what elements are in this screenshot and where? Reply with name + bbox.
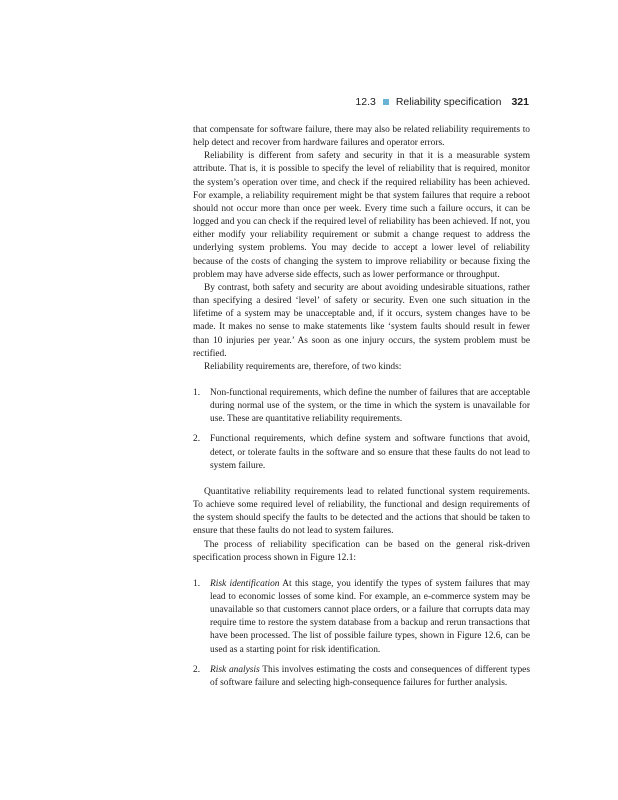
list-number: 2. (193, 434, 201, 445)
section-square-icon (383, 99, 389, 105)
requirement-kinds-list (193, 387, 530, 473)
paragraph: Quantitative reliability requirements lead to related functional system requirements. To achieve some required level of reliability, the functional and design requirements of the system should specify the faults to be detected and the actions that should be taken to ensure that these faults do not lead to system failures. (193, 486, 530, 537)
paragraph: that compensate for software failure, there may also be related reliability requirements to help detect and recover from hardware failures and operator errors. (193, 125, 530, 149)
specification-steps-list (193, 578, 530, 690)
section-number: 12.3 (355, 96, 376, 108)
list-item-text: This involves estimating the costs and consequences of different types of software failure and selecting high-consequence failures for further analysis. (210, 664, 530, 688)
paragraph: Reliability requirements are, therefore, of two kinds: (204, 361, 402, 372)
list-item-text: Non-functional requirements, which define the number of failures that are acceptable during normal use of the system, or the time in which the system is unavailable for use. These are quantitative reliability requirements. (210, 387, 530, 425)
list-number: 1. (193, 578, 201, 589)
list-item-term: Risk identification (210, 578, 280, 589)
list-item (193, 433, 530, 472)
list-item (193, 664, 530, 690)
list-item (193, 578, 530, 657)
list-item-text: At this stage, you identify the types of system failures that may lead to economic losses of some kind. For example, an e-commerce system may be unavailable so that customers cannot place orders, or a failure that corrupts data may require time to restore the system database from a backup and rerun transactions that have been processed. The list of possible failure types, shown in Figure 12.6, can be used as a starting point for risk identification. (210, 578, 530, 655)
paragraph: Reliability is different from safety and security in that it is a measurable system attribute. That is, it is possible to specify the level of reliability that is required, monitor the system’s operation over time, and check if the required reliability has been achieved. For example, a reliability requirement might be that system failures that require a reboot should not occur more than once per week. Every time such a failure occurs, it can be logged and you can check if the required level of reliability has been achieved. If not, you either modify your reliability requirement or submit a change request to address the underlying system problems. You may decide to accept a lower level of reliability because of the costs of changing the system to improve reliability or because fixing the problem may have adverse side effects, such as lower performance or throughput. (193, 151, 530, 280)
list-item-text: Functional requirements, which define system and software functions that avoid, detect, or tolerate faults in the software and so ensure that these faults do not lead to system failure. (210, 434, 530, 471)
list-number: 2. (193, 664, 201, 675)
paragraph: By contrast, both safety and security are about avoiding undesirable situations, rather than specifying a desired ‘level’ of safety or security. Even one such situation in the lifetime of a system may be unacceptable and, if it occurs, system changes have to be made. It makes no sense to make statements like ‘system faults should result in fewer than 10 injuries per year.’ As soon as one injury occurs, the system problem must be rectified. (193, 282, 530, 359)
section-title: Reliability specification (395, 96, 502, 108)
paragraph: The process of reliability specification can be based on the general risk-driven specification process shown in Figure 12.1: (193, 539, 530, 563)
list-number: 1. (193, 387, 201, 398)
list-item-term: Risk analysis (210, 664, 260, 675)
page-body (193, 124, 530, 703)
running-header (355, 96, 529, 108)
list-item (193, 387, 530, 426)
page-number: 321 (511, 96, 529, 108)
